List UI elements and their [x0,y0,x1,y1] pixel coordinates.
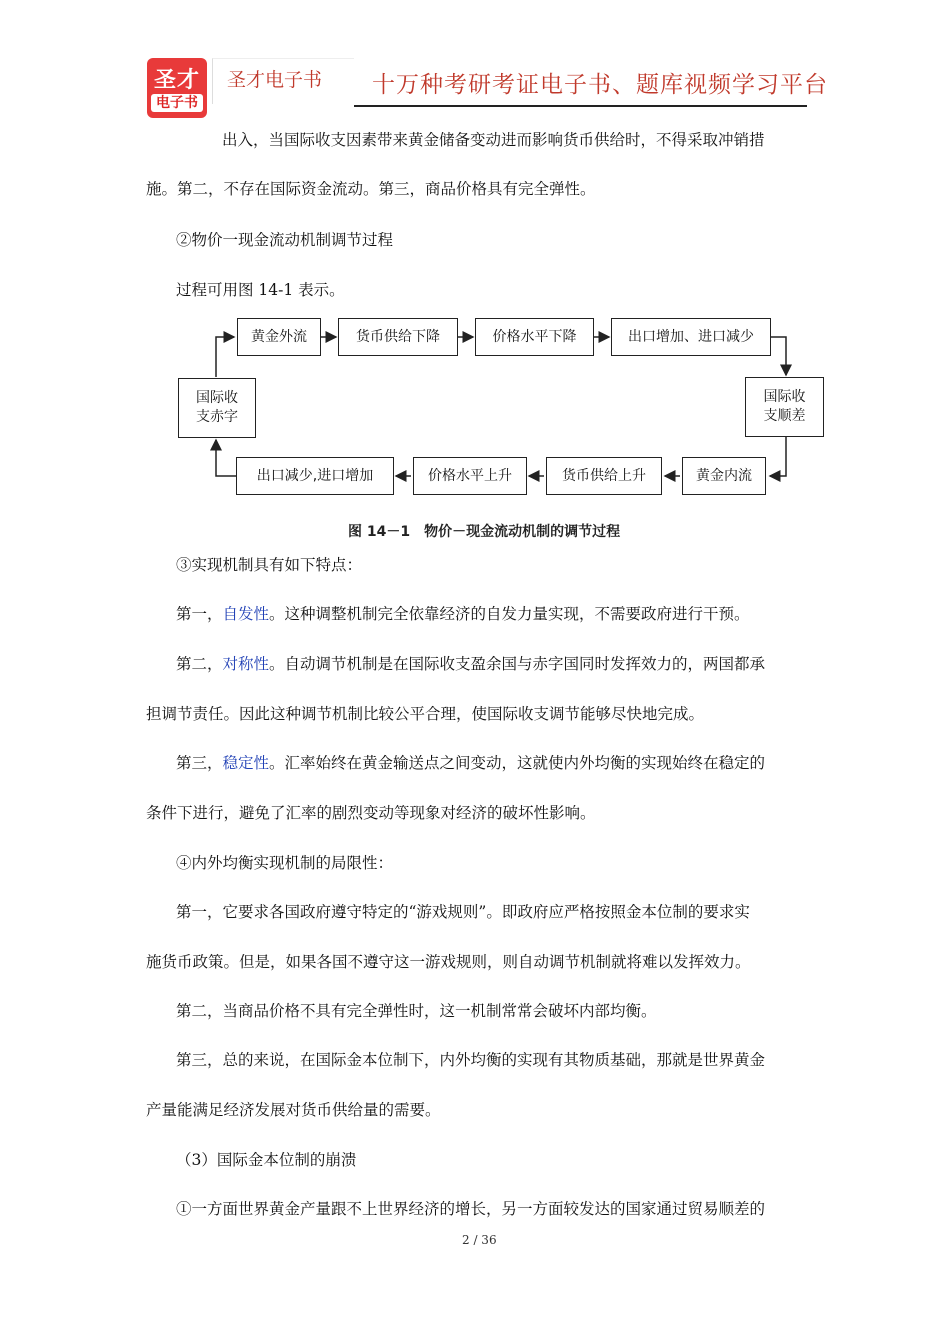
box-price-level-down: 价格水平下降 [475,318,594,356]
lead-text: 第二， [176,655,223,673]
section-heading: ④内外均衡实现机制的局限性： [176,854,394,872]
paragraph-line: 担调节责任。因此这种调节机制比较公平合理，使国际收支调节能够尽快地完成。 [146,705,705,723]
box-export-down-import-up: 出口减少,进口增加 [236,457,394,495]
logo-line2: 电子书 [151,94,203,112]
page-number: 2 / 36 [462,1233,497,1247]
box-export-up-import-down: 出口增加、进口减少 [611,318,771,356]
section-heading: ③实现机制具有如下特点： [176,556,363,574]
paragraph-line [176,753,765,773]
box-bop-surplus [745,377,824,437]
brand-name: 圣才电子书 [212,58,354,104]
paragraph-line: 施。第二，不存在国际资金流动。第三，商品价格具有完全弹性。 [146,180,596,198]
section-heading: （3）国际金本位制的崩溃 [176,1151,357,1169]
paragraph-line: 第一，它要求各国政府遵守特定的“游戏规则”。即政府应严格按照金本位制的要求实 [176,903,750,921]
keyword-highlight: 自发性 [222,605,270,623]
lead-text: 第三， [176,754,223,772]
keyword-highlight: 稳定性 [222,754,270,772]
body-text: 。这种调整机制完全依靠经济的自发力量实现，不需要政府进行干预。 [269,605,750,623]
paragraph-line: 产量能满足经济发展对货币供给量的需要。 [146,1101,441,1119]
lead-text: 第一， [176,605,223,623]
logo-line1: 圣才 [153,68,200,93]
paragraph-line: ①一方面世界黄金产量跟不上世界经济的增长，另一方面较发达的国家通过贸易顺差的 [176,1200,766,1218]
paragraph-line [176,654,765,674]
box-gold-outflow: 黄金外流 [237,318,321,356]
header-tagline: 十万种考研考证电子书、题库视频学习平台 [372,72,828,98]
body-text: 。汇率始终在黄金输送点之间变动，这就使内外均衡的实现始终在稳定的 [269,754,766,772]
section-heading: ②物价一现金流动机制调节过程 [176,231,394,249]
paragraph-line: 条件下进行，避免了汇率的剧烈变动等现象对经济的破坏性影响。 [146,804,596,822]
box-gold-inflow: 黄金内流 [682,457,766,495]
paragraph-line [176,604,750,624]
box-price-level-up: 价格水平上升 [413,457,527,495]
paragraph-line: 出入，当国际收支因素带来黄金储备变动进而影响货币供给时，不得采取冲销措 [222,131,765,149]
body-text: 。自动调节机制是在国际收支盈余国与赤字国同时发挥效力的，两国都承 [269,655,766,673]
paragraph-line: 第三，总的来说，在国际金本位制下，内外均衡的实现有其物质基础，那就是世界黄金 [176,1051,766,1069]
paragraph-line: 过程可用图 14-1 表示。 [176,281,345,299]
box-bop-surplus-line1: 国际收 [763,389,806,405]
box-bop-deficit [178,378,256,438]
box-bop-deficit-line1: 国际收 [196,390,238,406]
figure-caption: 图 14－1 物价－现金流动机制的调节过程 [348,524,621,540]
box-bop-deficit-line2: 支赤字 [196,409,238,425]
box-money-supply-up: 货币供给上升 [546,457,662,495]
paragraph-line: 施货币政策。但是，如果各国不遵守这一游戏规则，则自动调节机制就将难以发挥效力。 [146,953,751,971]
box-bop-surplus-line2: 支顺差 [763,408,806,424]
paragraph-line: 第二，当商品价格不具有完全弹性时，这一机制常常会破坏内部均衡。 [176,1002,657,1020]
keyword-highlight: 对称性 [222,655,270,673]
box-money-supply-down: 货币供给下降 [338,318,458,356]
